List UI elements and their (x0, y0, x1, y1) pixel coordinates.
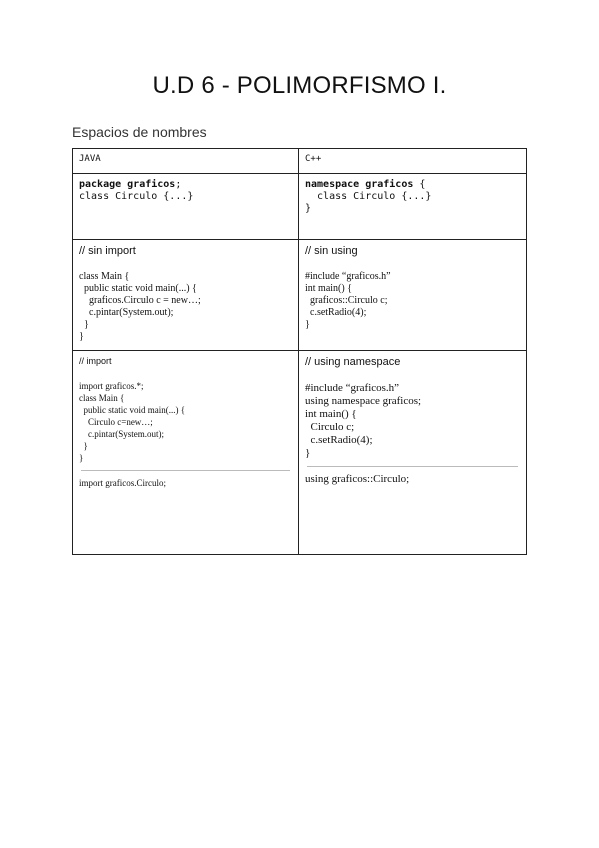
code-line: import graficos.Circulo; (79, 478, 166, 488)
table-header-row (73, 149, 527, 174)
table-row-no-import (73, 240, 527, 351)
comment-label: // sin import (79, 245, 136, 257)
code-block: #include “graficos.h” using namespace graficos; int main() { Circulo c; c.setRadio(4); } (305, 382, 422, 459)
cell-cpp-namespace (299, 174, 527, 240)
code-line: class Circulo {...} (79, 191, 194, 202)
code-line: class Circulo {...} (305, 191, 432, 202)
cell-java-import (73, 351, 299, 555)
section-heading: Espacios de nombres (72, 124, 207, 140)
cell-java-no-import (73, 240, 299, 351)
cell-java-package (73, 174, 299, 240)
code-block: import graficos.*; class Main { public static void main(...) { Circulo c=new…; c.pintar(System.out); } } (79, 381, 186, 463)
keyword-package: package graficos (79, 179, 176, 190)
comment-label: // sin using (305, 245, 358, 257)
keyword-namespace: namespace graficos (305, 179, 414, 190)
code-cpp-namespace (305, 179, 520, 215)
comment-label: // import (79, 356, 112, 366)
header-java: JAVA (73, 149, 299, 174)
code-block: #include “graficos.h” int main() { graficos::Circulo c; c.setRadio(4); } (305, 271, 391, 330)
cell-cpp-using (299, 351, 527, 555)
code-line: } (305, 203, 312, 214)
code-block: class Main { public static void main(...) { graficos.Circulo c = new…; c.pintar(System.out); } } (79, 271, 201, 342)
table-row-import (73, 351, 527, 555)
page-title: U.D 6 - POLIMORFISMO I. (152, 72, 447, 99)
comparison-table (72, 148, 527, 555)
divider (81, 470, 290, 471)
comment-label: // using namespace (305, 356, 401, 368)
code-java-package (79, 179, 292, 203)
code-line: using graficos::Circulo; (305, 473, 410, 485)
cell-cpp-no-using (299, 240, 527, 351)
divider (307, 466, 518, 467)
code-punct: ; (175, 179, 182, 190)
code-punct: { (413, 179, 426, 190)
header-cpp: C++ (299, 149, 527, 174)
table-row-declaration (73, 174, 527, 240)
